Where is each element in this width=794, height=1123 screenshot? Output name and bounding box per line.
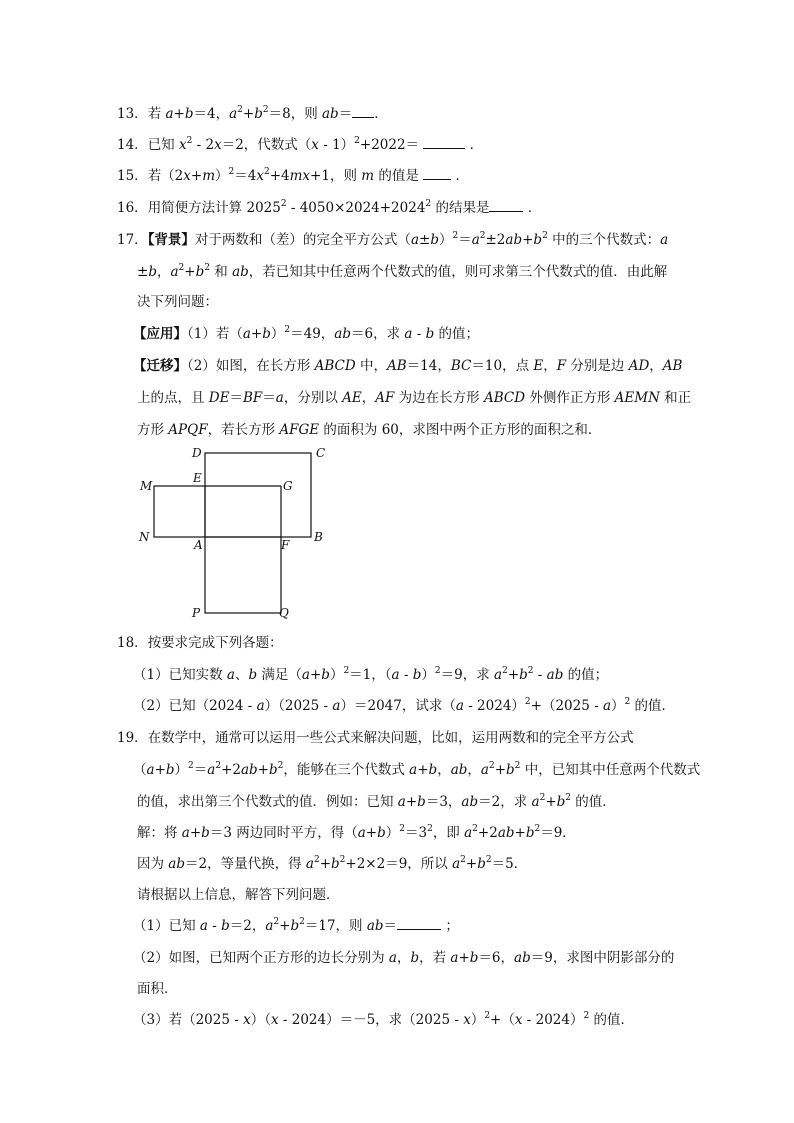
answer-blank[interactable]	[489, 201, 523, 212]
question-19-part-2-line-1: （2）如图，已知两个正方形的边长分别为 a，b，若 a+b＝6，ab＝9，求图中阴影部分的	[133, 950, 675, 966]
question-19-line-2: $(a+b)^2=a^2+2ab+b^2$，能够在三个代数式 a+b，ab，$a^2+b^2$ 中，已知其中任意两个代数式	[133, 761, 701, 778]
question-18-part-2: （2）已知（2024 - a）（2025 - a）＝2047，试求（a - 2024）$^2$+（2025 - a）$^2$ 的值．	[133, 697, 676, 714]
label-b: B	[314, 530, 323, 544]
label-a: A	[194, 538, 203, 552]
question-13: 13．若 a+b＝4，$a^2+b^2=8$，则 ab＝ ．	[117, 105, 388, 122]
question-15: 15．若$(2x+m)^2=4x^2+4mx+1$，则 m 的值是 ．	[117, 167, 469, 184]
question-17-part-1: 【应用】（1）若$(a+b)^2=49$，ab＝6，求 a - b 的值；	[133, 325, 480, 342]
question-17-line-1: 17．【背景】对于两数和（差）的完全平方公式$(a\pm b)^2=a^2\pm 2ab+b^2$ 中的三个代数式：a	[117, 231, 669, 248]
question-17-part-2-line-2: 上的点，且 DE＝BF＝a，分别以 AE，AF 为边在长方形 ABCD 外侧作正方形 AEMN 和正	[137, 390, 692, 406]
label-q: Q	[279, 606, 289, 620]
question-19-part-2-line-2: 面积．	[137, 981, 178, 997]
question-19-part-1: （1）已知 a - b＝2，$a^2+b^2=17$，则 ab＝ ；	[133, 917, 459, 934]
question-17-line-3: 决下列问题：	[137, 294, 218, 310]
question-17-part-2-line-3: 方形 APQF，若长方形 AFGE 的面积为 60，求图中两个正方形的面积之和．	[137, 422, 602, 438]
question-19-line-6: 请根据以上信息，解答下列问题．	[137, 887, 340, 903]
question-19-line-1: 19．在数学中，通常可以运用一些公式来解决问题，比如，运用两数和的完全平方公式	[117, 730, 634, 746]
question-17-part-2-line-1: 【迁移】（2）如图，在长方形 ABCD 中，AB＝14，BC＝10，点 E，F 分别是边 AD，AB	[133, 358, 683, 374]
answer-blank[interactable]	[423, 169, 451, 180]
question-16: 16．用简便方法计算 $2025^2 - 4050\times 2024+2024^2$ 的结果是 ．	[117, 199, 542, 216]
label-d: D	[192, 446, 202, 460]
question-19-line-3: 的值，求出第三个代数式的值．例如：已知 a+b＝3，ab＝2，求 $a^2+b^2$ 的值．	[137, 793, 616, 810]
question-14: 14．已知 $x^2 - 2x=2$，代数式（x - 1）$^2$+2022＝ ．	[117, 136, 484, 153]
question-18: 18．按要求完成下列各题：	[117, 635, 283, 651]
question-18-part-1: （1）已知实数 a、b 满足$(a+b)^2=1$，（a - b）$^2$＝9，求 $a^2+b^2$ - ab 的值；	[133, 666, 609, 683]
label-p: P	[192, 606, 201, 620]
label-e: E	[193, 471, 202, 485]
question-19-solution-line-1: 解：将 a+b＝3 两边同时平方，得$(a+b)^2=3^2$，即 $a^2+2ab+b^2=9$．	[137, 824, 576, 841]
answer-blank[interactable]	[352, 107, 374, 118]
question-19-part-3: （3）若（2025 - x）（x - 2024）＝－5，求（2025 - x）$^2$+（x - 2024）$^2$ 的值．	[133, 1011, 635, 1028]
label-m: M	[140, 479, 153, 493]
question-19-solution-line-2: 因为 ab＝2，等量代换，得 $a^2+b^2+2\times 2=9$，所以 $a^2+b^2=5$．	[137, 855, 528, 872]
question-17-line-2: ±b，$a^2+b^2$ 和 ab，若已知其中任意两个代数式的值，则可求第三个代数式的值．由此解	[137, 263, 668, 280]
answer-blank[interactable]	[397, 919, 441, 930]
label-g: G	[283, 479, 293, 493]
geometry-figure	[130, 440, 330, 620]
label-f: F	[281, 538, 290, 552]
label-c: C	[316, 446, 326, 460]
label-n: N	[139, 530, 150, 544]
answer-blank[interactable]	[423, 138, 465, 149]
